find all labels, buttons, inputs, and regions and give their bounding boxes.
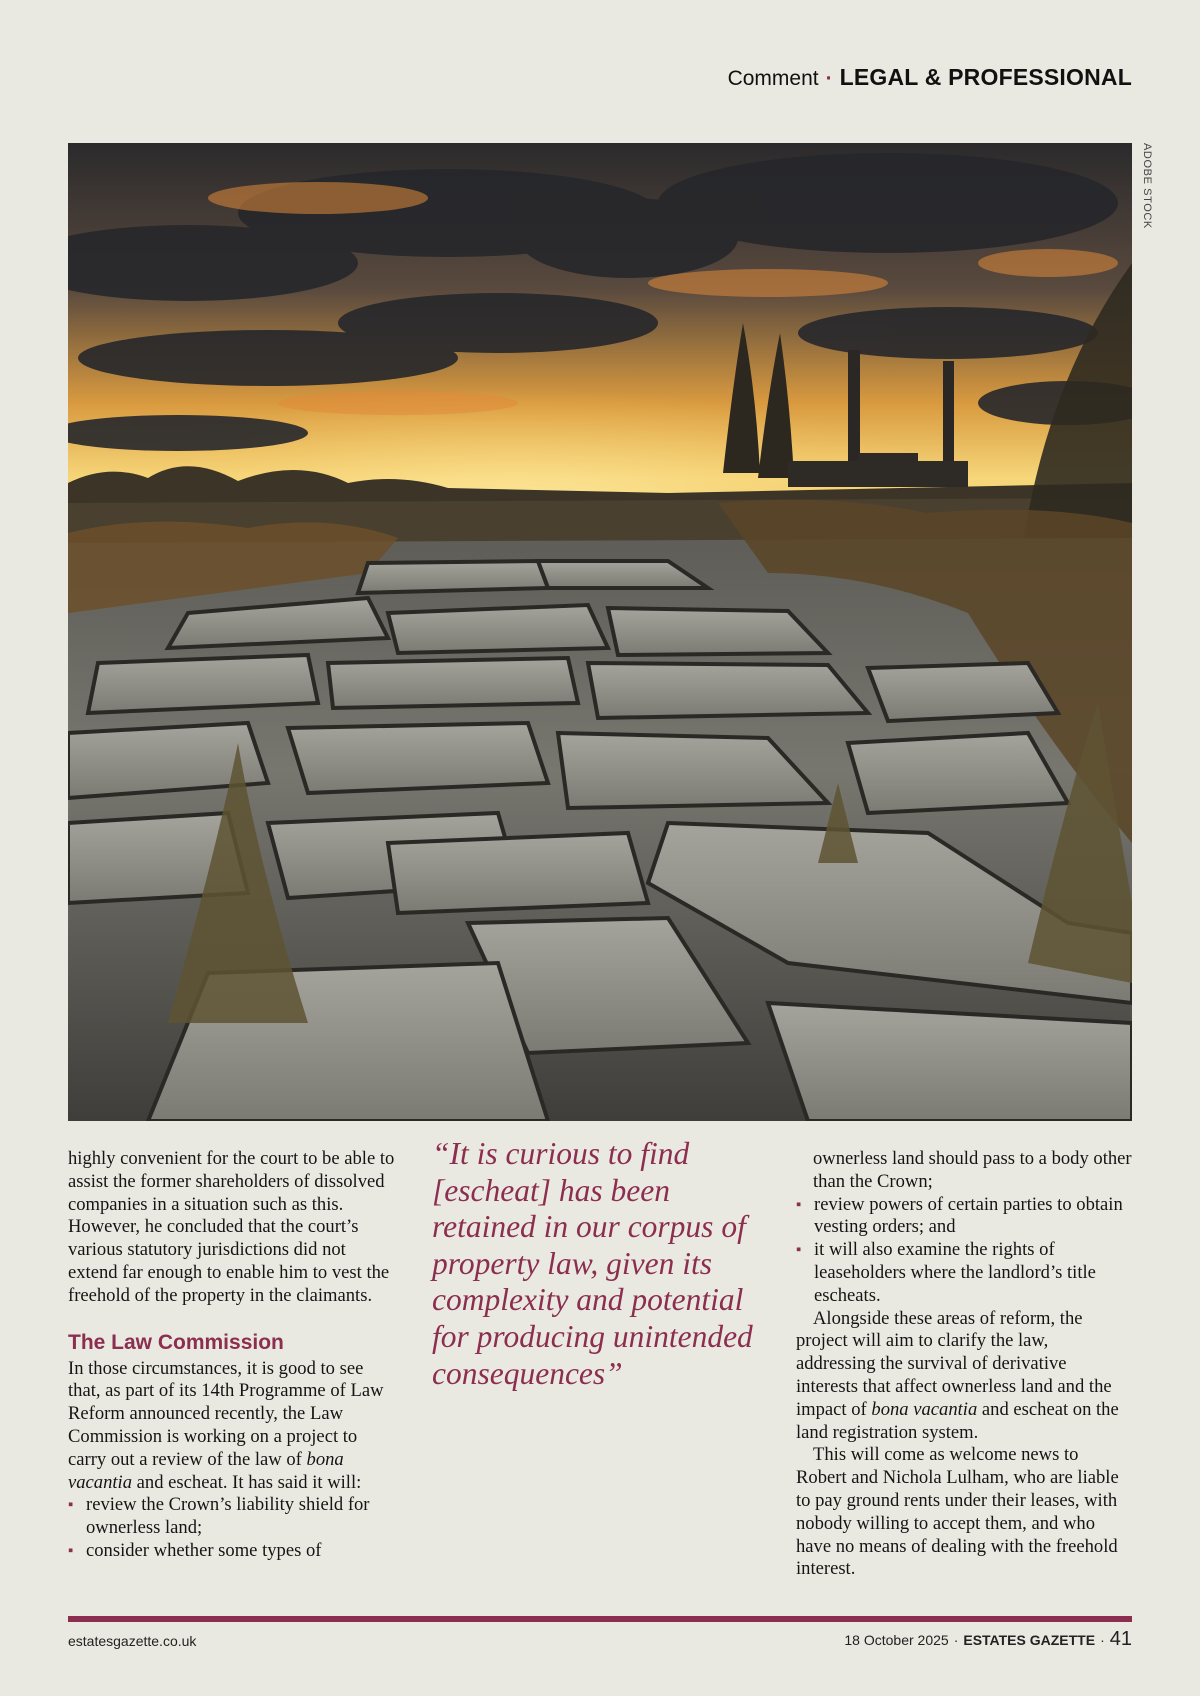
footer-separator: · [1100, 1632, 1105, 1648]
law-commission-paragraph: In those circumstances, it is good to see that, as part of its 14th Programme of Law Reform announced recently, the Law Commission is working on a project to carry out a review of the law of bona vacantia and escheat. It has said it will: [68, 1357, 384, 1493]
review-list [68, 1494, 398, 1562]
abandoned-industrial-site-image [68, 143, 1132, 1121]
bullet-icon: ▪ [68, 1542, 74, 1559]
category-label: LEGAL & PROFESSIONAL [839, 64, 1132, 90]
section-label: Comment [727, 67, 819, 90]
list-item: ▪ review powers of certain parties to obtain vesting orders; and [796, 1193, 1123, 1238]
publication-name: ESTATES GAZETTE [963, 1632, 1096, 1648]
photo-credit: ADOBE STOCK [1141, 143, 1153, 229]
reform-paragraph: Alongside these areas of reform, the project will aim to clarify the law, addressing the survival of derivative interests that affect ownerless land and the impact of bona vacantia and escheat on the land registration system. [796, 1307, 1119, 1443]
bullet-icon: ▪ [796, 1242, 802, 1259]
bullet-icon: ▪ [796, 1196, 802, 1213]
bullet-icon: ▪ [68, 1497, 74, 1514]
list-item: ▪ review the Crown’s liability shield for ownerless land; [68, 1494, 370, 1539]
page-number: 41 [1109, 1628, 1132, 1650]
conclusion-paragraph: This will come as welcome news to Robert and Nichola Lulham, who are liable to pay ground rents under their leases, with nobody willing to accept them, and who have no means of dealing with the freehold interest. [796, 1444, 1119, 1580]
list-continuation: ownerless land should pass to a body other than the Crown; [813, 1148, 1132, 1192]
footer-separator: · [953, 1632, 959, 1648]
issue-date: 18 October 2025 [844, 1632, 949, 1648]
italic-term: bona vacantia [871, 1398, 978, 1420]
page-header [728, 64, 1132, 91]
footer-info [844, 1628, 1132, 1651]
list-item: ▪ consider whether some types of [68, 1539, 322, 1561]
list-item: ▪ it will also examine the rights of leaseholders where the landlord’s title escheats. [796, 1239, 1096, 1306]
hero-photo [68, 143, 1132, 1121]
footer-website: estatesgazette.co.uk [68, 1633, 197, 1649]
italic-term: bona vacantia [68, 1448, 344, 1493]
pull-quote: “It is curious to find [escheat] has been retained in our corpus of property law, given its complexity and potential for producing unintended consequences” [432, 1136, 753, 1391]
header-separator: · [825, 67, 833, 90]
subheading: The Law Commission [68, 1330, 284, 1354]
article-column-3 [796, 1148, 1132, 1581]
intro-paragraph: highly convenient for the court to be able to assist the former shareholders of dissolved companies in a situation such as this. However, he concluded that the court’s various statutory jurisdictions did not extend far enough to enable him to vest the freehold of the property in the claimants. [68, 1148, 395, 1306]
footer-rule [68, 1616, 1132, 1622]
article-column-1 [68, 1148, 398, 1563]
review-list-continued [796, 1194, 1132, 1308]
